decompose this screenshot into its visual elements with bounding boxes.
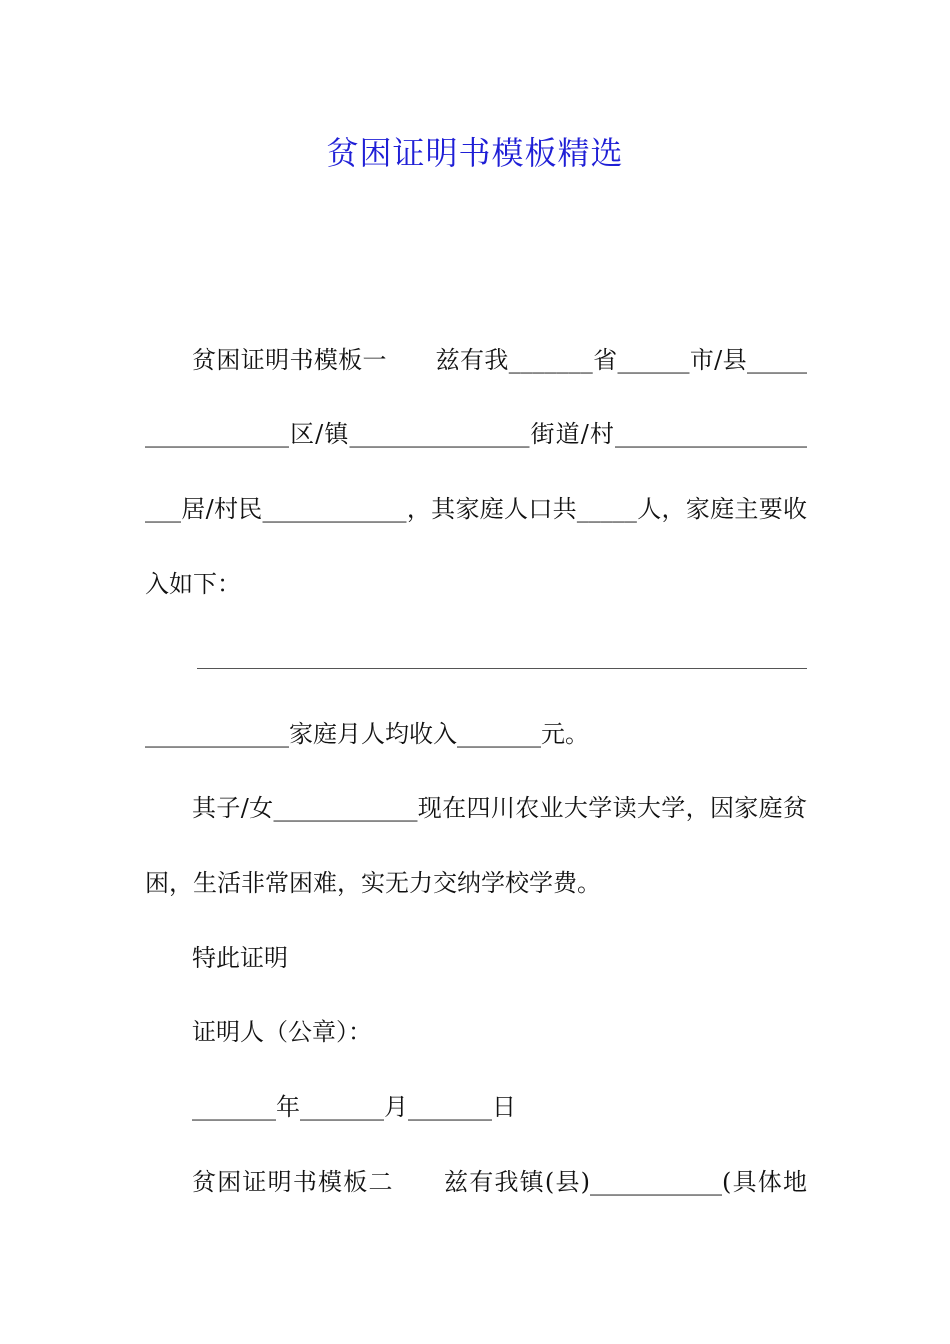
certifier-line: 证明人（公章）： xyxy=(192,1018,372,1046)
paragraph-line-11: 贫困证明书模板二 兹有我镇(县)___________(具体地 xyxy=(192,1168,807,1196)
document-title: 贫困证明书模板精选 xyxy=(326,134,624,172)
income-blank-rule xyxy=(197,668,807,669)
date-line: _______年_______月_______日 xyxy=(192,1093,516,1121)
paragraph-line-3: ___居/村民____________，其家庭人口共_____人，家庭主要收 xyxy=(145,495,807,523)
paragraph-line-5: ____________家庭月人均收入_______元。 xyxy=(145,720,589,748)
paragraph-line-2: ____________区/镇_______________街道/村________________ xyxy=(145,420,807,448)
closing-statement: 特此证明 xyxy=(192,944,288,972)
paragraph-line-6: 其子/女____________现在四川农业大学读大学，因家庭贫 xyxy=(192,794,807,822)
paragraph-line-1: 贫困证明书模板一 兹有我_______省______市/县_____ xyxy=(192,346,807,374)
paragraph-line-7: 困，生活非常困难，实无力交纳学校学费。 xyxy=(145,869,601,897)
paragraph-line-4: 入如下： xyxy=(145,570,241,598)
